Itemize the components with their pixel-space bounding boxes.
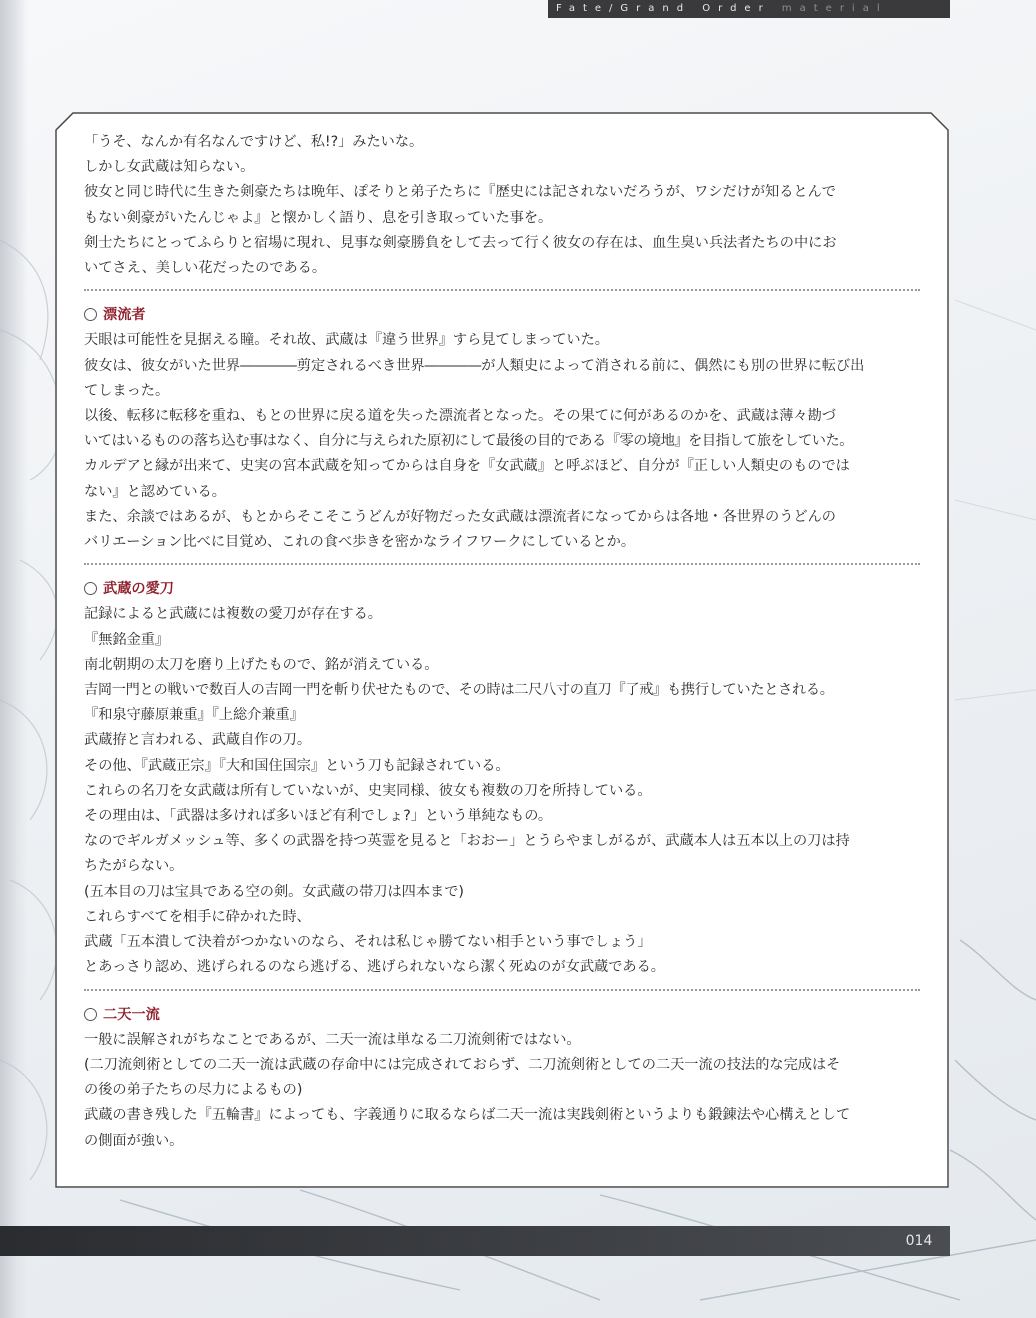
section-heading <box>84 1003 924 1028</box>
section-beloved-swords <box>84 577 924 980</box>
body-line: 『無銘金重』 <box>84 631 170 648</box>
footer-bar <box>0 1226 950 1256</box>
book-subtitle: material <box>781 3 888 14</box>
body-line: の側面が強い。 <box>84 1132 184 1149</box>
body-line: 吉岡一門との戦いで数百人の吉岡一門を斬り伏せたもので、その時は二尺八寸の直刀『了戒』も携行していたとされる。 <box>84 682 834 699</box>
body-line: 南北朝期の太刀を磨り上げたもので、銘が消えている。 <box>84 656 439 673</box>
body-line: 彼女は、彼女がいた世界――――剪定されるべき世界――――が人類史によって消される前に、偶然にも別の世界に転び出 <box>84 357 865 374</box>
intro-line: 彼女と同じ時代に生きた剣豪たちは晩年、ぽそりと弟子たちに『歴史には記されないだろうが、ワシだけが知るとんで <box>84 184 836 201</box>
intro-line: 剣士たちにとってふらりと宿場に現れ、見事な剣豪勝負をして去って行く彼女の存在は、血生臭い兵法者たちの中にお <box>84 234 837 251</box>
section-title: 武蔵の愛刀 <box>103 581 174 598</box>
body-line: 記録によると武蔵には複数の愛刀が存在する。 <box>84 606 382 623</box>
body-line: てしまった。 <box>84 382 170 399</box>
circle-bullet-icon <box>84 582 97 595</box>
body-line: (二刀流剣術としての二天一流は武蔵の存命中には完成されておらず、二刀流剣術としての二天一流の技法的な完成はそ <box>84 1056 841 1073</box>
section-heading <box>84 577 924 602</box>
body-line: ちたがらない。 <box>84 858 184 875</box>
intro-block <box>84 130 924 281</box>
section-title: 二天一流 <box>103 1006 160 1023</box>
body-line: とあっさり認め、逃げられるのなら逃げる、逃げられないなら潔く死ぬのが女武蔵である。 <box>84 959 665 976</box>
running-header <box>548 0 950 18</box>
section-heading <box>84 303 924 328</box>
article-body <box>84 130 924 1154</box>
section-title: 漂流者 <box>103 307 146 324</box>
body-line: 武蔵拵と言われる、武蔵自作の刀。 <box>84 732 312 749</box>
body-line: 一般に誤解されがちなことであるが、二天一流は単なる二刀流剣術ではない。 <box>84 1031 581 1048</box>
body-line: その他、『武蔵正宗』『大和国住国宗』という刀も記録されている。 <box>84 757 510 774</box>
circle-bullet-icon <box>84 1008 97 1021</box>
intro-line: しかし女武蔵は知らない。 <box>84 159 255 176</box>
section-drifter <box>84 303 924 555</box>
dotted-divider <box>84 289 920 291</box>
body-line: 『和泉守藤原兼重』『上総介兼重』 <box>84 707 304 724</box>
intro-line: いてさえ、美しい花だったのである。 <box>84 260 327 277</box>
section-niten-ichiryu <box>84 1003 924 1154</box>
body-line: その理由は、「武器は多ければ多いほど有利でしょ?」という単純なもの。 <box>84 808 553 825</box>
body-line: (五本目の刀は宝具である空の剣。女武蔵の帯刀は四本まで) <box>84 883 464 900</box>
body-line: ない』と認めている。 <box>84 483 226 500</box>
dotted-divider <box>84 563 920 565</box>
circle-bullet-icon <box>84 308 97 321</box>
body-line: これらの名刀を女武蔵は所有していないが、史実同様、彼女も複数の刀を所持している。 <box>84 782 652 799</box>
body-line: バリエーション比べに目覚め、これの食べ歩きを密かなライフワークにしているとか。 <box>84 534 636 551</box>
body-line: なのでギルガメッシュ等、多くの武器を持つ英霊を見ると「おおー」とうらやましがるが、武蔵本人は五本以上の刀は持 <box>84 833 850 850</box>
body-line: 武蔵の書き残した『五輪書』によっても、字義通りに取るならば二天一流は実践剣術というよりも鍛錬法や心構えとして <box>84 1107 851 1124</box>
body-line: また、余談ではあるが、もとからそこそこうどんが好物だった女武蔵は漂流者になってからは各地・各世界のうどんの <box>84 508 836 525</box>
body-line: 以後、転移に転移を重ね、もとの世界に戻る道を失った漂流者となった。その果てに何があるのかを、武蔵は薄々勘づ <box>84 408 836 425</box>
dotted-divider <box>84 989 920 991</box>
intro-line: もない剣豪がいたんじゃよ』と懐かしく語り、息を引き取っていた事を。 <box>84 209 553 226</box>
body-line: の後の弟子たちの尽力によるもの) <box>84 1082 303 1099</box>
body-line: カルデアと縁が出来て、史実の宮本武蔵を知ってからは自身を『女武蔵』と呼ぶほど、自分が『正しい人類史のものでは <box>84 458 850 475</box>
body-line: これらすべてを相手に砕かれた時、 <box>84 908 311 925</box>
body-line: いてはいるものの落ち込む事はなく、自分に与えられた原初にして最後の目的である『零の境地』を目指して旅をしていた。 <box>84 433 854 450</box>
intro-line: 「うそ、なんか有名なんですけど、私!?」みたいな。 <box>84 134 424 150</box>
book-title: Fate/Grand Order <box>556 3 771 14</box>
body-line: 武蔵「五本潰して決着がつかないのなら、それは私じゃ勝てない相手という事でしょう」 <box>84 934 652 951</box>
body-line: 天眼は可能性を見据える瞳。それ故、武蔵は『違う世界』すら見てしまっていた。 <box>84 332 609 349</box>
page-number: 014 <box>905 1233 933 1249</box>
